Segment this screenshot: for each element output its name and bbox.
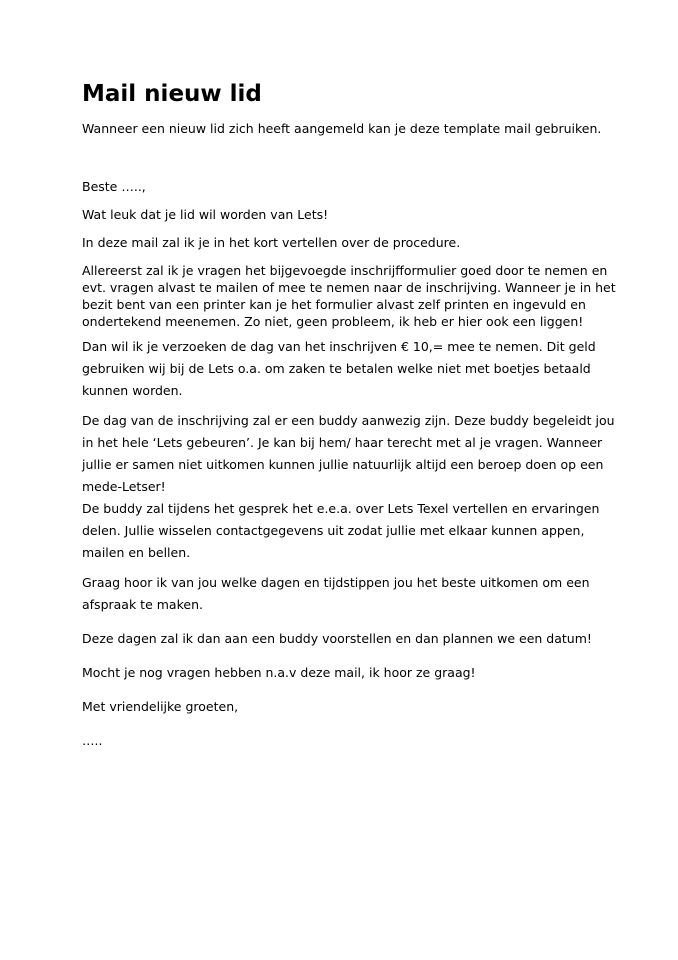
mail-greeting: Beste ….., — [82, 179, 146, 194]
mail-paragraph-6: Graag hoor ik van jou welke dagen en tijdstippen jou het beste uitkomen om een afspraak te maken. — [82, 575, 590, 612]
mail-paragraph-7: Deze dagen zal ik dan aan een buddy voorstellen en dan plannen we een datum! — [82, 631, 592, 646]
document-title: Mail nieuw lid — [82, 81, 262, 107]
mail-paragraph-3: Allereerst zal ik je vragen het bijgevoegde inschrijfformulier goed door te nemen en evt. vragen alvast te mailen of mee te nemen naar de inschrijving. Wanneer je in het bezit bent van een printer kan je het formulier alvast zelf printen en ingevuld en ondertekend meenemen. Zo niet, geen probleem, ik heb er hier ook een liggen! — [82, 263, 616, 329]
mail-closing: Met vriendelijke groeten, — [82, 699, 239, 714]
mail-paragraph-5b: De buddy zal tijdens het gesprek het e.e.a. over Lets Texel vertellen en ervaringen delen. Jullie wisselen contactgegevens uit zodat jullie met elkaar kunnen appen, mailen en bellen. — [82, 501, 600, 560]
mail-signature: ….. — [82, 733, 103, 748]
mail-paragraph-2: In deze mail zal ik je in het kort vertellen over de procedure. — [82, 235, 461, 250]
document-page — [82, 78, 622, 749]
intro-text: Wanneer een nieuw lid zich heeft aangemeld kan je deze template mail gebruiken. — [82, 121, 602, 136]
mail-paragraph-5a: De dag van de inschrijving zal er een buddy aanwezig zijn. Deze buddy begeleidt jou in het hele ‘Lets gebeuren’. Je kan bij hem/ haar terecht met al je vragen. Wanneer jullie er samen niet uitkomen kunnen jullie natuurlijk altijd een beroep doen op een mede-Letser! — [82, 413, 615, 494]
mail-paragraph-1: Wat leuk dat je lid wil worden van Lets! — [82, 207, 329, 222]
mail-paragraph-4: Dan wil ik je verzoeken de dag van het inschrijven € 10,= mee te nemen. Dit geld gebruiken wij bij de Lets o.a. om zaken te betalen welke niet met boetjes betaald kunnen worden. — [82, 339, 596, 398]
mail-paragraph-8: Mocht je nog vragen hebben n.a.v deze mail, ik hoor ze graag! — [82, 665, 476, 680]
